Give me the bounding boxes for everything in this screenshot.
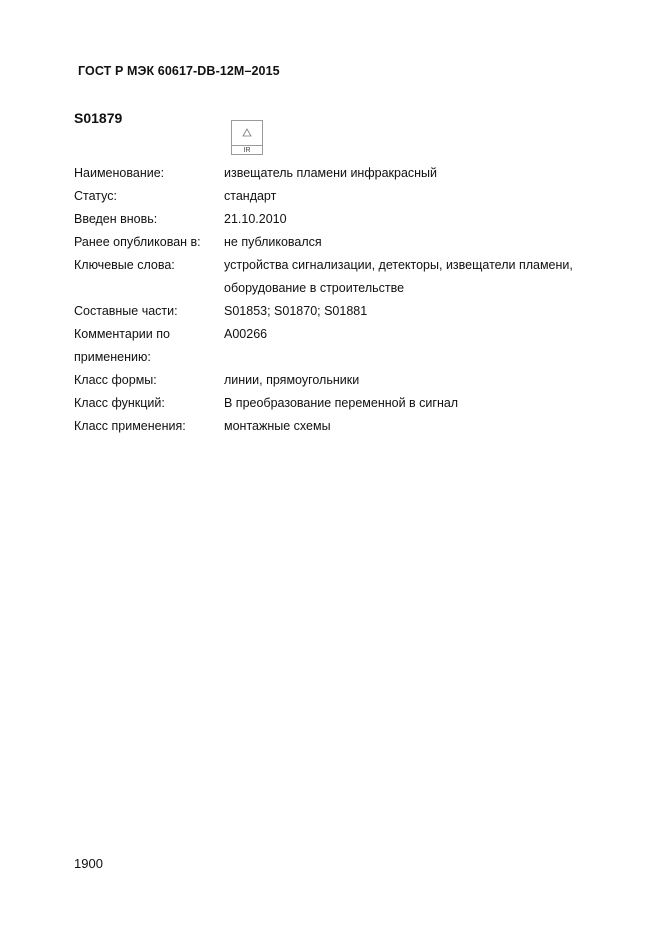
property-label: Ранее опубликован в:: [74, 235, 201, 249]
flame-detector-symbol-icon: [232, 121, 262, 145]
properties-list: [74, 162, 574, 438]
property-label: Ключевые слова:: [74, 258, 175, 272]
property-row-previously-published: [74, 231, 574, 254]
property-label: Составные части:: [74, 304, 178, 318]
property-row-keywords: [74, 254, 574, 300]
property-row-shape-class: [74, 369, 574, 392]
property-label: Класс функций:: [74, 396, 165, 410]
property-value: В преобразование переменной в сигнал: [224, 396, 459, 410]
symbol-label: IR: [243, 147, 251, 154]
property-label: Класс формы:: [74, 373, 157, 387]
property-value: стандарт: [224, 189, 277, 203]
property-label: Комментарии по применению:: [74, 327, 170, 364]
property-row-application-class: [74, 415, 574, 438]
property-row-introduced: [74, 208, 574, 231]
property-value: S01853; S01870; S01881: [224, 304, 368, 318]
property-label: Введен вновь:: [74, 212, 158, 226]
property-row-components: [74, 300, 574, 323]
property-row-status: [74, 185, 574, 208]
property-value: A00266: [224, 327, 268, 341]
page-number: 1900: [74, 856, 103, 871]
property-value: 21.10.2010: [224, 212, 287, 226]
property-row-application-notes: [74, 323, 574, 369]
property-row-function-class: [74, 392, 574, 415]
property-value: монтажные схемы: [224, 419, 331, 433]
property-value: не публиковался: [224, 235, 322, 249]
property-value: линии, прямоугольники: [224, 373, 360, 387]
symbol-graphic: [231, 120, 263, 155]
property-label: Класс применения:: [74, 419, 186, 433]
property-value: устройства сигнализации, детекторы, извещатели пламени, оборудование в строительстве: [224, 258, 573, 295]
property-row-name: [74, 162, 574, 185]
property-value: извещатель пламени инфракрасный: [224, 166, 438, 180]
document-header: ГОСТ Р МЭК 60617-DB-12M–2015: [78, 64, 280, 78]
property-label: Статус:: [74, 189, 117, 203]
symbol-code: S01879: [74, 110, 123, 126]
property-label: Наименование:: [74, 166, 165, 180]
